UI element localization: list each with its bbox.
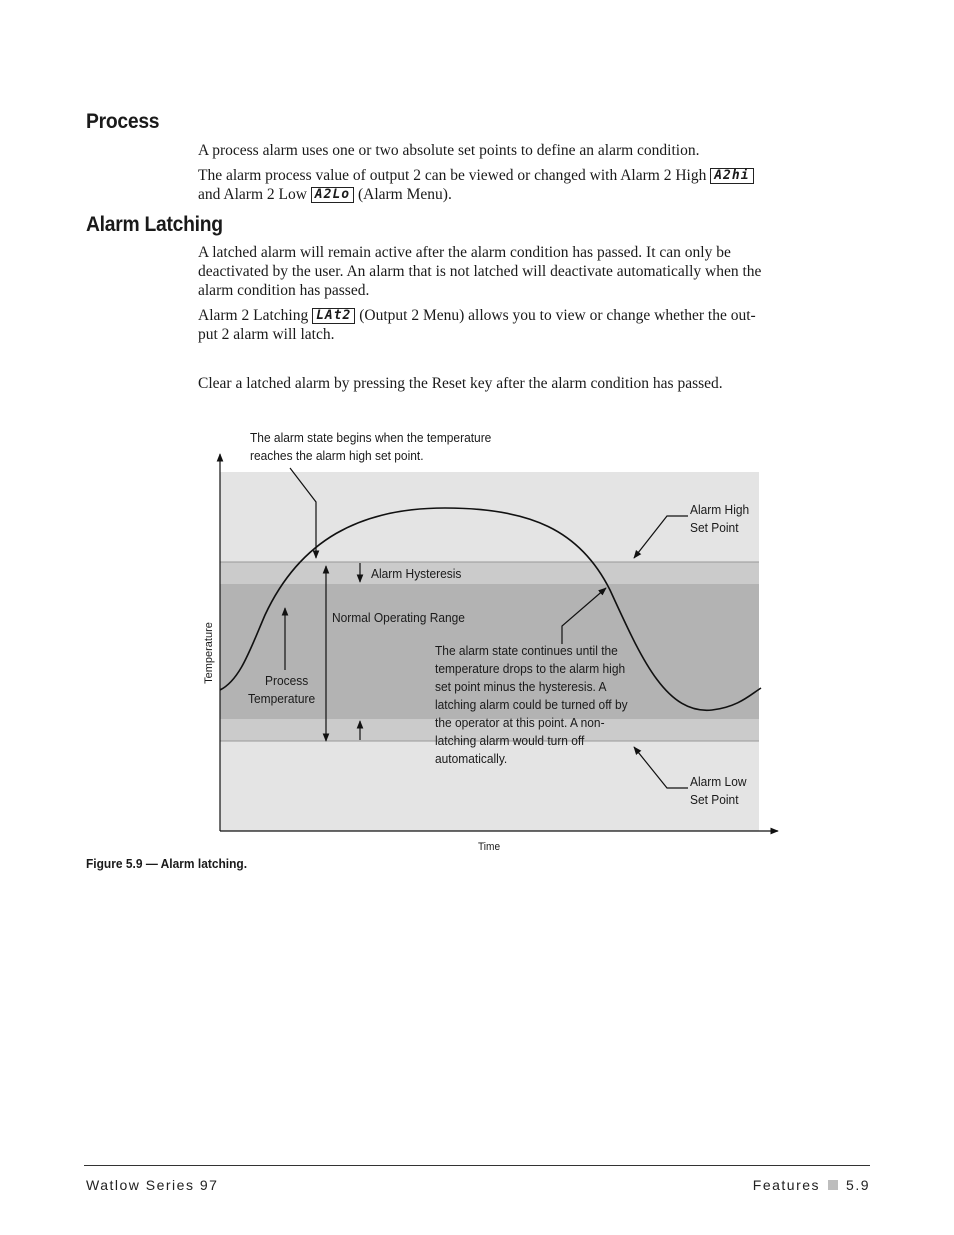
footer-right bbox=[753, 1177, 870, 1193]
latching-p2-a: Alarm 2 Latching bbox=[198, 307, 309, 324]
alarm-hysteresis-label: Alarm Hysteresis bbox=[371, 566, 462, 581]
process-temperature-label bbox=[248, 672, 315, 708]
latching-p1-line2: deactivated by the user. An alarm that is not latched will deactivate automatically when the bbox=[198, 263, 762, 280]
alarm-high-code: A2hi bbox=[710, 168, 753, 184]
square-bullet-icon bbox=[828, 1180, 838, 1190]
latching-p2-line2: put 2 alarm will latch. bbox=[198, 326, 335, 343]
begin-note-line1: The alarm state begins when the temperature bbox=[250, 430, 492, 445]
low-sp-line2: Set Point bbox=[690, 792, 739, 807]
latching-paragraph-3: Clear a latched alarm by pressing the Reset key after the alarm condition has passed. bbox=[198, 375, 723, 392]
high-sp-line1: Alarm High bbox=[690, 502, 750, 517]
footer-left: Watlow Series 97 bbox=[86, 1177, 219, 1193]
hysteresis-band-upper bbox=[220, 562, 759, 584]
alarm-latching-figure bbox=[190, 420, 790, 860]
footer-divider bbox=[84, 1165, 870, 1166]
continue-note-line: automatically. bbox=[435, 751, 508, 766]
process-temp-line2: Temperature bbox=[248, 691, 316, 706]
normal-operating-range-label: Normal Operating Range bbox=[332, 610, 465, 625]
process-text-c: (Alarm Menu). bbox=[357, 186, 452, 203]
continue-note-line: temperature drops to the alarm high bbox=[435, 661, 626, 676]
alarm-low-set-point-label bbox=[690, 773, 747, 809]
process-text-a: The alarm process value of output 2 can be viewed or changed with Alarm 2 High bbox=[198, 167, 707, 184]
process-paragraph-1: A process alarm uses one or two absolute set points to define an alarm condition. bbox=[198, 142, 700, 159]
continue-note-line: latching alarm could be turned off by bbox=[435, 697, 628, 712]
latching-p1-line3: alarm condition has passed. bbox=[198, 282, 370, 299]
low-sp-line1: Alarm Low bbox=[690, 774, 747, 789]
footer-section: Features bbox=[752, 1177, 821, 1193]
continue-note-line: latching alarm would turn off bbox=[435, 733, 585, 748]
alarm-low-code: A2Lo bbox=[311, 187, 354, 203]
begin-note bbox=[250, 429, 491, 465]
latching-code: LAt2 bbox=[312, 308, 355, 324]
process-text-b: and Alarm 2 Low bbox=[198, 186, 307, 203]
begin-note-line2: reaches the alarm high set point. bbox=[250, 448, 424, 463]
process-temp-line1: Process bbox=[265, 673, 309, 688]
continue-note-line: the operator at this point. A non- bbox=[435, 715, 605, 730]
alarm-high-set-point-label bbox=[690, 501, 749, 537]
latching-paragraph-1 bbox=[198, 243, 870, 300]
continue-note bbox=[435, 642, 628, 768]
process-heading: Process bbox=[86, 110, 160, 133]
alarm-latching-heading: Alarm Latching bbox=[86, 213, 223, 236]
figure-caption: Figure 5.9 — Alarm latching. bbox=[86, 856, 248, 871]
latching-paragraph-2 bbox=[198, 306, 870, 344]
y-axis-label: Temperature bbox=[203, 622, 215, 684]
process-paragraph-2 bbox=[198, 166, 870, 204]
continue-note-line: set point minus the hysteresis. A bbox=[435, 679, 607, 694]
footer-page-number: 5.9 bbox=[846, 1177, 870, 1193]
latching-p2-b: (Output 2 Menu) allows you to view or change whether the out- bbox=[359, 307, 756, 324]
continue-note-line: The alarm state continues until the bbox=[435, 643, 618, 658]
latching-p1-line1: A latched alarm will remain active after the alarm condition has passed. It can only be bbox=[198, 244, 731, 261]
x-axis-label: Time bbox=[478, 841, 501, 853]
alarm-region-upper bbox=[220, 472, 759, 562]
high-sp-line2: Set Point bbox=[690, 520, 739, 535]
